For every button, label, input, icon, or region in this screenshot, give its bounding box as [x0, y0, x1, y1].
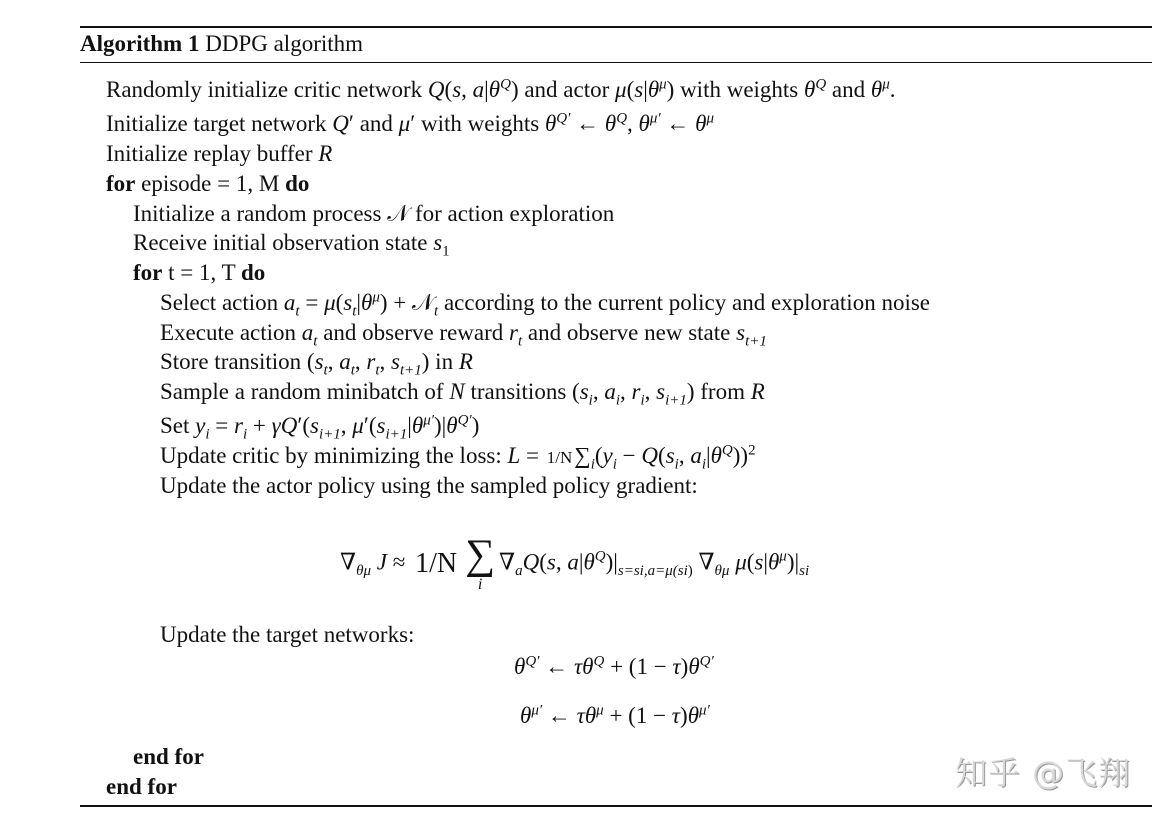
math-symbol: μ	[729, 549, 747, 575]
algorithm-line	[133, 743, 204, 771]
text: ) in	[421, 349, 459, 374]
text: ,	[354, 349, 367, 374]
math-symbol: θ	[446, 413, 458, 438]
math-symbol: i	[674, 456, 679, 473]
math-symbol: i+1	[318, 426, 341, 443]
math-symbol: θ	[695, 111, 707, 136]
math-symbol: s	[665, 443, 675, 468]
text: ,	[555, 549, 568, 575]
text: Initialize replay buffer	[106, 141, 319, 166]
text: ←	[660, 111, 696, 136]
text: ) and actor	[510, 77, 616, 102]
algorithm-line	[160, 378, 765, 409]
text: Initialize target network	[106, 111, 333, 136]
math-symbol: μ	[659, 76, 667, 93]
text: Update the target networks:	[160, 622, 415, 647]
text: )|	[434, 413, 447, 438]
math-symbol: i	[590, 456, 595, 473]
text: ,	[627, 111, 639, 136]
math-symbol: Q	[427, 77, 445, 102]
text: ) +	[379, 290, 412, 315]
math-symbol: 2	[748, 442, 756, 459]
text: ) from	[686, 379, 751, 404]
text: 𝒩	[412, 290, 435, 315]
math-symbol: i	[205, 426, 210, 443]
algorithm-line	[514, 653, 714, 681]
text: and observe new state	[522, 320, 737, 345]
math-symbol: μ	[779, 548, 787, 565]
math-symbol: t	[375, 362, 380, 379]
text: .	[889, 77, 896, 102]
math-symbol: θ	[514, 654, 526, 679]
text: |	[643, 77, 648, 102]
text: |	[356, 290, 362, 315]
math-symbol: a	[301, 320, 314, 345]
text: ′	[410, 111, 416, 136]
math-symbol: y	[195, 413, 206, 438]
math-symbol: θ	[804, 77, 816, 102]
text: t = 1, T	[162, 260, 241, 285]
math-symbol: s	[799, 562, 805, 579]
keyword: end for	[106, 774, 177, 799]
text: ∑	[574, 443, 591, 468]
math-symbol: R	[458, 349, 473, 374]
math-symbol: Q	[332, 111, 349, 136]
text: ←	[539, 654, 574, 679]
math-symbol: θ	[714, 562, 722, 579]
text: Sample a random minibatch of	[160, 379, 450, 404]
math-symbol: s	[452, 77, 462, 102]
algorithm-line	[133, 200, 614, 228]
text: + (1 −	[603, 703, 672, 728]
text: and	[826, 77, 871, 102]
math-symbol: μ	[372, 289, 380, 306]
math-symbol: ,a=μ(s	[643, 562, 684, 579]
text: ←	[570, 111, 605, 136]
math-symbol: θ	[647, 77, 660, 102]
text: )	[680, 703, 688, 728]
math-symbol: s=s	[617, 562, 640, 579]
math-symbol: τθ	[576, 703, 597, 728]
text: ∇	[692, 549, 715, 575]
math-symbol: θ	[583, 549, 595, 575]
math-symbol: θ	[356, 562, 364, 579]
algorithm-line	[106, 110, 714, 138]
math-symbol: θ	[688, 654, 700, 679]
math-symbol: r	[366, 349, 376, 374]
text: ′	[348, 111, 354, 136]
math-symbol: t	[434, 303, 439, 320]
math-symbol: s	[754, 549, 764, 575]
math-symbol: a	[283, 290, 296, 315]
text: Initialize a random process	[133, 201, 388, 226]
text: |	[706, 443, 711, 468]
math-symbol: R	[318, 141, 333, 166]
math-symbol: r	[234, 413, 243, 438]
math-symbol: i	[612, 456, 617, 473]
math-symbol: μ′	[649, 110, 661, 127]
text: |	[763, 549, 768, 575]
math-symbol: i+1	[665, 392, 687, 409]
summation	[465, 534, 495, 594]
math-symbol: θ	[638, 111, 650, 136]
math-symbol: Q	[721, 442, 733, 459]
math-symbol: Q	[616, 110, 628, 127]
math-symbol: 1	[442, 243, 450, 260]
math-symbol: μ	[398, 111, 411, 136]
text: )	[680, 654, 689, 679]
text: =	[299, 290, 325, 315]
math-symbol: τ	[672, 654, 681, 679]
text: ,	[644, 379, 657, 404]
text: (	[539, 549, 547, 575]
text: Update critic by minimizing the loss:	[160, 443, 508, 468]
math-symbol: Q′	[457, 412, 472, 429]
fraction: 1/N	[546, 448, 573, 467]
math-symbol: μ′	[423, 412, 434, 429]
math-symbol: θ	[544, 111, 557, 136]
math-symbol: μ	[882, 76, 890, 93]
text: ,	[327, 349, 340, 374]
algorithm-line	[106, 773, 177, 801]
math-symbol: i+1	[385, 426, 408, 443]
text: Update the actor policy using the sampled policy gradient:	[160, 473, 698, 498]
text: ,	[340, 413, 353, 438]
algorithm-line	[160, 348, 473, 379]
algorithm-line	[160, 472, 698, 500]
text: Receive initial observation state	[133, 230, 434, 255]
text: Set	[160, 413, 196, 438]
math-symbol: s	[343, 290, 353, 315]
math-symbol: θ	[710, 443, 722, 468]
math-symbol: s	[546, 549, 556, 575]
text: ,	[461, 77, 473, 102]
math-symbol: μ	[363, 562, 371, 579]
math-symbol: μ	[352, 413, 364, 438]
math-symbol: Q′	[556, 110, 571, 127]
math-symbol: θ	[520, 703, 532, 728]
math-symbol: θ	[361, 290, 373, 315]
math-symbol: τθ	[573, 654, 594, 679]
math-symbol: t	[295, 303, 300, 320]
algorithm-header	[80, 30, 363, 58]
algorithm-line	[133, 259, 265, 287]
math-symbol: i	[804, 562, 810, 579]
text: ′(	[363, 413, 377, 438]
math-symbol: θ	[488, 77, 501, 102]
header-rule	[80, 62, 1152, 63]
math-symbol: μ	[706, 110, 715, 127]
math-symbol: Q	[594, 548, 606, 565]
math-symbol: a	[472, 77, 485, 102]
text: ,	[379, 349, 392, 374]
text: ,	[592, 379, 605, 404]
math-symbol: t	[352, 303, 357, 320]
math-symbol: s	[310, 413, 319, 438]
algorithm-line	[160, 412, 480, 443]
text: ,	[619, 379, 632, 404]
algorithm-title: DDPG algorithm	[205, 31, 364, 56]
keyword: end for	[133, 744, 204, 769]
math-symbol: i	[588, 392, 593, 409]
math-symbol: i	[639, 562, 644, 579]
text: +	[247, 413, 272, 438]
keyword: for	[106, 171, 136, 196]
text: and	[353, 111, 399, 136]
text: ) with weights	[666, 77, 805, 102]
math-symbol: t	[323, 362, 328, 379]
algorithm-line	[520, 702, 710, 730]
algorithm-line	[106, 140, 332, 168]
math-symbol: s	[433, 230, 443, 255]
text: ←	[542, 703, 577, 728]
text: for action exploration	[409, 201, 615, 226]
math-symbol: Q	[522, 549, 540, 575]
text: ′(	[297, 413, 311, 438]
text: (	[626, 77, 635, 102]
text: + (1 −	[604, 654, 673, 679]
summation-sign: ∑	[465, 532, 496, 578]
keyword: do	[240, 260, 266, 285]
text: Randomly initialize critic network	[106, 77, 428, 102]
text: and observe reward	[317, 320, 510, 345]
text: 𝒩	[387, 201, 410, 226]
text: |	[484, 77, 489, 102]
math-symbol: τ	[671, 703, 681, 728]
math-symbol: μ	[615, 77, 627, 102]
text: transitions (	[464, 379, 580, 404]
math-symbol: μ	[721, 562, 730, 579]
text: ,	[678, 443, 691, 468]
text: episode = 1, M	[135, 171, 286, 196]
math-symbol: Q	[500, 76, 511, 93]
math-symbol: t+1	[745, 333, 767, 350]
algorithm-line	[106, 76, 895, 104]
math-symbol: μ′	[531, 702, 543, 719]
math-symbol: s	[376, 413, 386, 438]
text: Execute action	[160, 320, 302, 345]
math-symbol: N	[449, 379, 465, 404]
math-symbol: t	[350, 362, 355, 379]
algorithm-line	[160, 442, 756, 472]
math-symbol: a	[515, 562, 523, 579]
text: )|	[605, 549, 618, 575]
math-symbol: i	[615, 392, 620, 409]
algorithm-line	[160, 621, 414, 649]
text: (	[746, 549, 755, 575]
text: ))	[732, 443, 749, 468]
math-symbol: J	[370, 549, 387, 575]
math-symbol: Q	[593, 653, 605, 670]
text: (	[594, 443, 603, 468]
text: ∇	[499, 549, 516, 575]
math-symbol: θ	[604, 111, 617, 136]
text: |	[407, 413, 412, 438]
text: ∇	[340, 549, 357, 575]
math-symbol: s	[579, 379, 589, 404]
math-symbol: a	[690, 443, 702, 468]
math-symbol: s	[391, 349, 400, 374]
text: )|	[786, 549, 800, 575]
math-symbol: Q′	[525, 653, 540, 670]
bottom-rule	[80, 805, 1152, 807]
math-symbol: r	[509, 320, 518, 345]
text: (	[658, 443, 666, 468]
math-symbol: t+1	[399, 362, 422, 379]
keyword: do	[285, 171, 310, 196]
text: =	[209, 413, 235, 438]
top-rule	[80, 26, 1152, 28]
algorithm-label: Algorithm 1	[80, 31, 200, 56]
math-symbol: μ′	[699, 702, 710, 719]
math-symbol: y	[602, 443, 613, 468]
text: ≈	[386, 549, 412, 575]
math-symbol: θ	[870, 77, 883, 102]
math-symbol: θ	[767, 549, 780, 575]
math-symbol: s	[634, 77, 644, 102]
math-symbol: γQ	[271, 413, 298, 438]
text: (	[444, 77, 453, 102]
algorithm-line	[160, 319, 767, 350]
algorithm-line	[160, 289, 931, 320]
text: (	[335, 290, 344, 315]
fraction: 1/N	[415, 548, 458, 579]
math-symbol: s	[656, 379, 666, 404]
keyword: for	[133, 260, 163, 285]
text: according to the current policy and exploration noise	[438, 290, 931, 315]
summation-index: i	[477, 576, 483, 593]
algorithm-line	[133, 229, 450, 260]
text: Select action	[160, 290, 284, 315]
math-symbol: a	[567, 549, 579, 575]
math-symbol: i	[683, 562, 688, 579]
math-symbol: r	[631, 379, 641, 404]
math-symbol: i	[640, 392, 645, 409]
math-symbol: i	[701, 456, 706, 473]
math-symbol: R	[750, 379, 765, 404]
math-symbol: Q	[641, 443, 659, 468]
math-symbol: )	[687, 562, 693, 579]
watermark: 知乎 @飞翔	[955, 754, 1132, 792]
text: )	[471, 413, 480, 438]
math-symbol: L	[507, 443, 521, 468]
math-symbol: s	[736, 320, 746, 345]
math-symbol: a	[604, 379, 616, 404]
text: =	[520, 443, 545, 468]
math-symbol: t	[313, 333, 318, 350]
math-symbol: μ	[324, 290, 336, 315]
algorithm-line	[340, 534, 809, 594]
text: −	[616, 443, 642, 468]
math-symbol: μ	[596, 702, 604, 719]
math-symbol: s	[314, 349, 324, 374]
text: Store transition (	[160, 349, 315, 374]
text: |	[578, 549, 584, 575]
math-symbol: Q′	[699, 653, 714, 670]
text: with weights	[415, 111, 545, 136]
algorithm-line	[106, 170, 309, 198]
math-symbol: i	[242, 426, 248, 443]
math-symbol: Q	[815, 76, 827, 93]
math-symbol: θ	[411, 413, 424, 438]
math-symbol: a	[339, 349, 351, 374]
math-symbol: θ	[687, 703, 700, 728]
math-symbol: t	[517, 333, 523, 350]
